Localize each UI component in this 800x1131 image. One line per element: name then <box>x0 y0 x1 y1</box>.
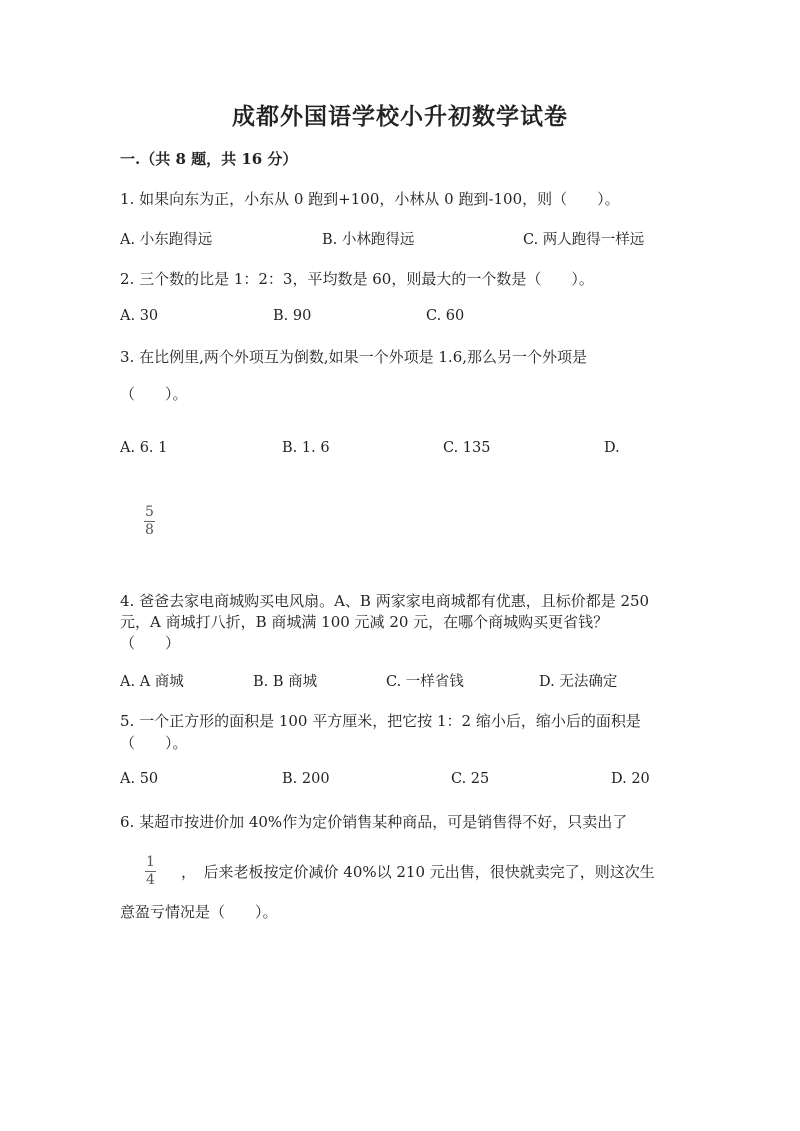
question-4-text-line-3: （ ） <box>120 634 181 652</box>
question-4-option-b[interactable]: B. B 商城 <box>253 674 318 690</box>
fraction-numerator: 5 <box>145 504 154 520</box>
page-title: 成都外国语学校小升初数学试卷 <box>232 103 568 130</box>
question-3-text-line-2: （ ）。 <box>120 385 188 403</box>
question-1-option-b[interactable]: B. 小林跑得远 <box>322 232 415 248</box>
question-6-text-line-1: 6. 某超市按进价加 40%作为定价销售某种商品，可是销售得不好，只卖出了 <box>120 813 628 831</box>
question-3-text-line-1: 3. 在比例里,两个外项互为倒数,如果一个外项是 1.6,那么另一个外项是 <box>120 348 588 366</box>
question-3-option-b[interactable]: B. 1. 6 <box>282 440 330 456</box>
question-5-text-line-1: 5. 一个正方形的面积是 100 平方厘米，把它按 1：2 缩小后，缩小后的面积是 <box>120 712 641 730</box>
question-5-text-line-2: （ ）。 <box>120 734 188 752</box>
section-heading: 一.（共 8 题，共 16 分） <box>120 150 298 168</box>
question-3-option-d[interactable]: D. <box>604 440 620 456</box>
question-4-option-c[interactable]: C. 一样省钱 <box>386 674 464 690</box>
question-5-option-c[interactable]: C. 25 <box>451 771 490 787</box>
question-2-option-c[interactable]: C. 60 <box>426 308 465 324</box>
fraction-denominator: 4 <box>146 872 155 888</box>
question-4-text-line-1: 4. 爸爸去家电商城购买电风扇。A、B 两家家电商城都有优惠，且标价都是 250 <box>120 592 650 610</box>
question-5-option-d[interactable]: D. 20 <box>611 771 650 787</box>
question-4-option-d[interactable]: D. 无法确定 <box>539 674 618 690</box>
question-6-fraction <box>145 855 156 888</box>
question-1-option-c[interactable]: C. 两人跑得一样远 <box>523 232 645 248</box>
question-6-text-line-2: ， 后来老板按定价减价 40%以 210 元出售，很快就卖完了，则这次生 <box>181 863 655 881</box>
question-2-option-b[interactable]: B. 90 <box>273 308 312 324</box>
question-1-option-a[interactable]: A. 小东跑得远 <box>120 232 213 248</box>
question-3-option-d-fraction <box>144 505 155 538</box>
question-4-option-a[interactable]: A. A 商城 <box>120 674 184 690</box>
fraction-numerator: 1 <box>146 854 155 870</box>
question-2-text: 2. 三个数的比是 1：2：3，平均数是 60，则最大的一个数是（ ）。 <box>120 270 594 288</box>
fraction-denominator: 8 <box>145 522 154 538</box>
question-3-option-a[interactable]: A. 6. 1 <box>120 440 168 456</box>
question-2-option-a[interactable]: A. 30 <box>120 308 159 324</box>
question-6-text-line-3: 意盈亏情况是（ ）。 <box>120 903 278 921</box>
question-5-option-a[interactable]: A. 50 <box>120 771 159 787</box>
question-1-text: 1. 如果向东为正，小东从 0 跑到+100，小林从 0 跑到-100，则（ ）。 <box>120 190 620 208</box>
question-5-option-b[interactable]: B. 200 <box>282 771 330 787</box>
question-3-option-c[interactable]: C. 135 <box>443 440 491 456</box>
question-4-text-line-2: 元，A 商城打八折，B 商城满 100 元减 20 元，在哪个商城购买更省钱？ <box>120 613 609 631</box>
